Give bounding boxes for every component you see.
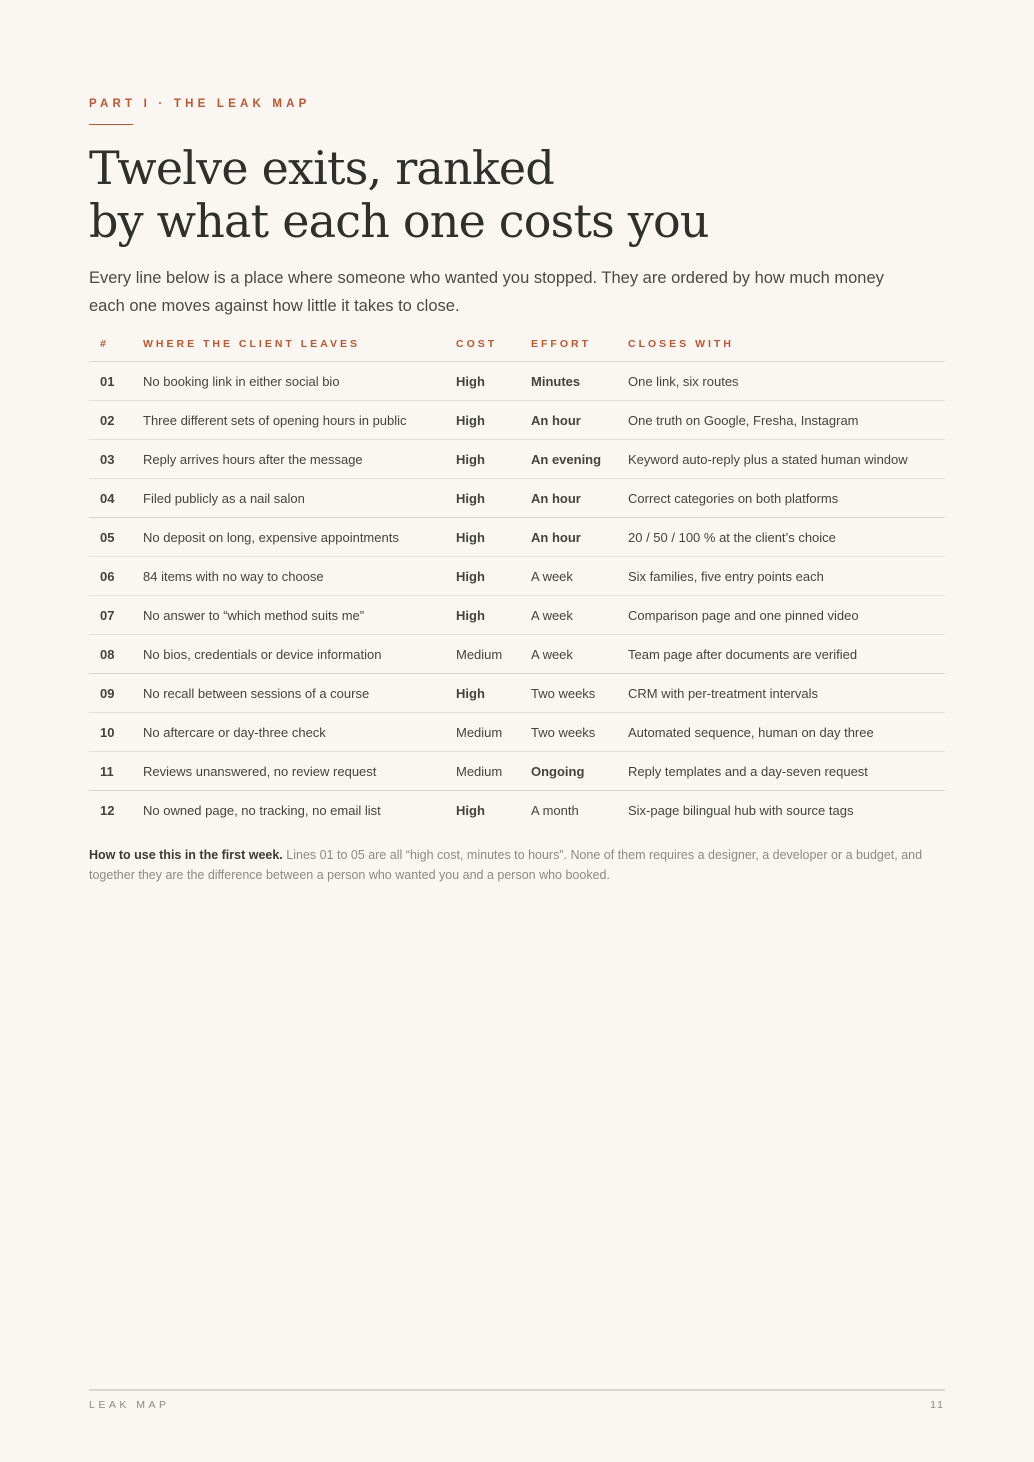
row-cost: High xyxy=(456,401,531,440)
row-effort: A week xyxy=(531,557,628,596)
row-cost: High xyxy=(456,802,485,818)
row-closes: Keyword auto-reply plus a stated human window xyxy=(628,440,945,479)
row-closes: Correct categories on both platforms xyxy=(628,479,945,518)
row-where: No answer to “which method suits me” xyxy=(143,596,456,635)
row-closes: One link, six routes xyxy=(628,362,945,401)
row-effort: Minutes xyxy=(531,362,628,401)
row-number: 12 xyxy=(100,802,115,818)
table-row xyxy=(89,635,945,674)
row-where: No recall between sessions of a course xyxy=(143,674,456,713)
row-cost: Medium xyxy=(456,713,531,752)
row-cost: Medium xyxy=(456,752,531,791)
row-effort: Two weeks xyxy=(531,713,628,752)
row-cost: Medium xyxy=(456,635,531,674)
table-row xyxy=(89,362,945,401)
row-number: 05 xyxy=(89,518,143,557)
lead-paragraph: Every line below is a place where someone who wanted you stopped. They are ordered by how much money each one moves against how little it takes to close. xyxy=(89,269,884,315)
document-page xyxy=(89,0,945,1462)
leak-table xyxy=(89,326,945,829)
table-row xyxy=(89,479,945,518)
row-cost: High xyxy=(456,557,531,596)
eyebrow-divider xyxy=(89,124,133,125)
row-where: No owned page, no tracking, no email list xyxy=(143,802,381,818)
row-number: 07 xyxy=(89,596,143,635)
row-effort: A month xyxy=(531,802,579,818)
row-cost: High xyxy=(456,479,531,518)
row-number: 10 xyxy=(89,713,143,752)
row-effort: Ongoing xyxy=(531,752,628,791)
table-row xyxy=(89,440,945,479)
row-closes: One truth on Google, Fresha, Instagram xyxy=(628,401,945,440)
usage-note-lead: How to use this in the first week. xyxy=(89,848,283,862)
row-closes: CRM with per-treatment intervals xyxy=(628,674,945,713)
row-effort: An hour xyxy=(531,479,628,518)
table-row xyxy=(89,791,945,830)
header-closes: CLOSES WITH xyxy=(628,326,945,362)
table-row xyxy=(89,752,945,791)
table-body xyxy=(89,362,945,830)
page-number: 11 xyxy=(930,1399,945,1411)
row-closes: Team page after documents are verified xyxy=(628,635,945,674)
table-row xyxy=(89,557,945,596)
row-closes: Six-page bilingual hub with source tags xyxy=(628,802,854,818)
row-where: Reviews unanswered, no review request xyxy=(143,752,456,791)
header-cost: COST xyxy=(456,326,531,362)
row-number: 04 xyxy=(89,479,143,518)
row-cost: High xyxy=(456,596,531,635)
table-header-row xyxy=(89,326,945,362)
row-closes: Comparison page and one pinned video xyxy=(628,596,945,635)
table-row xyxy=(89,401,945,440)
row-effort: An hour xyxy=(531,518,628,557)
row-where: No deposit on long, expensive appointments xyxy=(143,518,456,557)
row-cost: High xyxy=(456,674,531,713)
row-where: 84 items with no way to choose xyxy=(143,557,456,596)
page-title xyxy=(89,142,709,248)
table-row xyxy=(89,713,945,752)
row-effort: An evening xyxy=(531,440,628,479)
row-closes: Reply templates and a day-seven request xyxy=(628,752,945,791)
row-effort: A week xyxy=(531,596,628,635)
header-effort: EFFORT xyxy=(531,326,628,362)
row-closes: 20 / 50 / 100 % at the client’s choice xyxy=(628,518,945,557)
row-number: 11 xyxy=(89,752,143,791)
row-number: 09 xyxy=(89,674,143,713)
row-where: Filed publicly as a nail salon xyxy=(143,479,456,518)
row-where: No booking link in either social bio xyxy=(143,362,456,401)
row-closes: Automated sequence, human on day three xyxy=(628,713,945,752)
row-cost: High xyxy=(456,440,531,479)
row-closes: Six families, five entry points each xyxy=(628,557,945,596)
row-number: 08 xyxy=(89,635,143,674)
row-effort: An hour xyxy=(531,401,628,440)
title-line-1: Twelve exits, ranked xyxy=(89,141,554,195)
row-where: Reply arrives hours after the message xyxy=(143,440,456,479)
row-where: No bios, credentials or device information xyxy=(143,635,456,674)
row-number: 02 xyxy=(89,401,143,440)
running-footer: LEAK MAP xyxy=(89,1399,170,1411)
row-number: 06 xyxy=(89,557,143,596)
title-line-2: by what each one costs you xyxy=(89,194,709,248)
row-where: No aftercare or day-three check xyxy=(143,713,456,752)
row-effort: Two weeks xyxy=(531,674,628,713)
table-row xyxy=(89,518,945,557)
footer-divider xyxy=(89,1389,945,1391)
row-cost: High xyxy=(456,518,531,557)
row-cost: High xyxy=(456,362,531,401)
section-eyebrow: PART I · THE LEAK MAP xyxy=(89,98,311,110)
usage-note-body: Lines 01 to 05 are all “high cost, minutes to hours”. None of them requires a designer, a developer or a budget, and together they are the difference between a person who wanted you and a person who booked. xyxy=(89,848,923,882)
header-where: WHERE THE CLIENT LEAVES xyxy=(143,326,456,362)
usage-note xyxy=(89,845,945,885)
row-number: 03 xyxy=(89,440,143,479)
row-number: 01 xyxy=(89,362,143,401)
row-effort: A week xyxy=(531,635,628,674)
row-where: Three different sets of opening hours in public xyxy=(143,401,456,440)
table-row xyxy=(89,674,945,713)
table-row xyxy=(89,596,945,635)
header-number: # xyxy=(89,326,143,362)
